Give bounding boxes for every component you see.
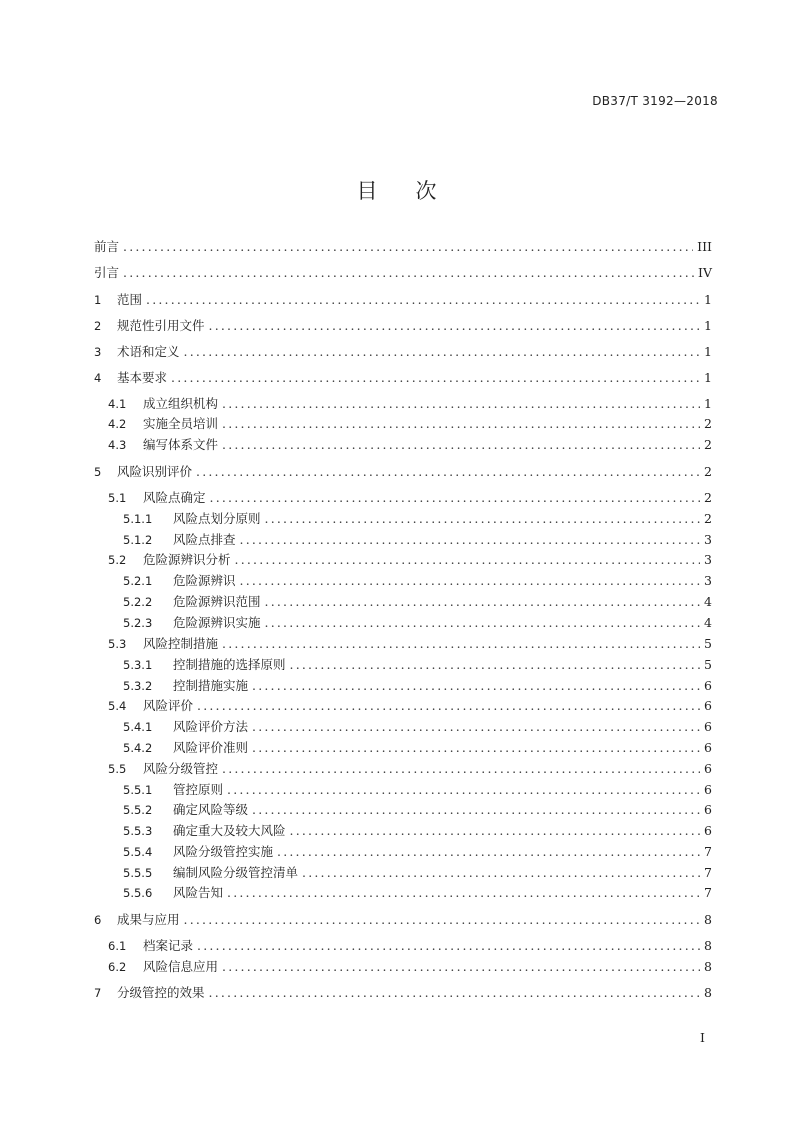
toc-leader-dots: [290, 656, 701, 674]
toc-entry-label: 实施全员培训: [143, 416, 219, 431]
toc-entry-number: 5.5.2: [123, 803, 153, 817]
toc-leader-dots: [240, 531, 701, 549]
toc-title: [0, 175, 793, 205]
toc-entry-number: 5.5: [108, 762, 127, 776]
toc-entry[interactable]: [94, 395, 712, 413]
toc-leader-dots: [227, 884, 700, 902]
toc-entry-page: 2: [704, 511, 712, 526]
toc-entry-label: 风险点排查: [173, 532, 236, 547]
toc-entry-number: 5.4: [108, 699, 127, 713]
toc-title-part1: 目: [356, 179, 378, 203]
toc-leader-dots: [222, 760, 700, 778]
toc-leader-dots: [196, 463, 700, 481]
toc-entry-number: 5.1.2: [123, 533, 153, 547]
toc-leader-dots: [227, 781, 700, 799]
toc-leader-dots: [222, 436, 700, 454]
toc-leader-dots: [265, 614, 701, 632]
toc-entry-number: 5.5.4: [123, 845, 153, 859]
toc-entry-number: 5.2.3: [123, 616, 153, 630]
toc-entry-label: 危险源辨识分析: [143, 552, 231, 567]
toc-leader-dots: [209, 317, 701, 335]
toc-entry[interactable]: [94, 531, 712, 549]
toc-entry[interactable]: [94, 463, 712, 481]
toc-entry-number: 5.2.1: [123, 574, 153, 588]
toc-entry-label: 档案记录: [143, 938, 194, 953]
toc-title-part2: 次: [415, 179, 437, 203]
toc-entry-page: 2: [704, 437, 712, 452]
toc-entry-page: III: [697, 239, 712, 254]
toc-entry-page: 8: [704, 959, 712, 974]
toc-leader-dots: [265, 510, 701, 528]
toc-entry-page: 3: [704, 552, 712, 567]
toc-entry[interactable]: [94, 369, 712, 387]
toc-entry-label: 风险告知: [173, 885, 224, 900]
toc-entry-page: 7: [704, 865, 712, 880]
toc-leader-dots: [171, 369, 700, 387]
toc-entry-label: 风险点确定: [143, 490, 206, 505]
toc-entry[interactable]: [94, 291, 712, 309]
toc-entry-label: 控制措施的选择原则: [173, 657, 286, 672]
toc-entry-label: 危险源辨识范围: [173, 594, 261, 609]
toc-entry-label: 范围: [117, 292, 143, 307]
toc-entry[interactable]: [94, 264, 712, 282]
toc-entry-label: 风险分级管控: [143, 761, 219, 776]
toc-entry-page: 6: [704, 782, 712, 797]
toc-leader-dots: [222, 635, 700, 653]
toc-entry[interactable]: [94, 884, 712, 902]
toc-entry-label: 规范性引用文件: [117, 318, 205, 333]
toc-entry-number: 6.2: [108, 960, 127, 974]
toc-entry[interactable]: [94, 718, 712, 736]
toc-entry-label: 确定重大及较大风险: [173, 823, 286, 838]
toc-entry-number: 5.2.2: [123, 595, 153, 609]
toc-leader-dots: [184, 343, 701, 361]
toc-leader-dots: [222, 415, 700, 433]
toc-entry-page: 1: [704, 344, 712, 359]
toc-entry-number: 4: [94, 371, 102, 385]
toc-entry-number: 5.1.1: [123, 512, 153, 526]
toc-entry[interactable]: [94, 551, 712, 569]
toc-entry[interactable]: [94, 635, 712, 653]
toc-leader-dots: [209, 984, 701, 1002]
toc-leader-dots: [210, 489, 701, 507]
toc-entry[interactable]: [94, 843, 712, 861]
toc-leader-dots: [240, 572, 701, 590]
toc-entry[interactable]: [94, 614, 712, 632]
toc-entry-label: 分级管控的效果: [117, 985, 205, 1000]
toc-entry-page: 6: [704, 761, 712, 776]
toc-entry-label: 危险源辨识: [173, 573, 236, 588]
toc-leader-dots: [197, 697, 700, 715]
toc-leader-dots: [252, 739, 700, 757]
toc-entry-number: 5.5.6: [123, 886, 153, 900]
toc-entry-page: 2: [704, 416, 712, 431]
toc-entry-label: 编制风险分级管控清单: [173, 865, 299, 880]
toc-leader-dots: [222, 395, 700, 413]
toc-entry[interactable]: [94, 937, 712, 955]
toc-entry[interactable]: [94, 677, 712, 695]
toc-leader-dots: [302, 864, 700, 882]
toc-entry-number: 5.5.3: [123, 824, 153, 838]
toc-entry-label: 管控原则: [173, 782, 224, 797]
toc-entry[interactable]: [94, 436, 712, 454]
toc-entry[interactable]: [94, 984, 712, 1002]
toc-entry-page: 5: [704, 657, 712, 672]
toc-entry[interactable]: [94, 415, 712, 433]
toc-leader-dots: [290, 822, 701, 840]
toc-entry-page: 1: [704, 370, 712, 385]
toc-entry-label: 确定风险等级: [173, 802, 249, 817]
toc-entry-label: 基本要求: [117, 370, 168, 385]
toc-entry-number: 7: [94, 986, 102, 1000]
toc-entry-number: 5.5.1: [123, 783, 153, 797]
toc-entry-label: 控制措施实施: [173, 678, 249, 693]
toc-leader-dots: [277, 843, 700, 861]
toc-entry-page: 2: [704, 464, 712, 479]
toc-entry-page: 4: [704, 594, 712, 609]
toc-entry-label: 引言: [94, 265, 120, 280]
toc-entry-page: 6: [704, 698, 712, 713]
toc-entry[interactable]: [94, 801, 712, 819]
toc-leader-dots: [123, 238, 693, 256]
toc-entry-page: 1: [704, 318, 712, 333]
toc-entry-label: 术语和定义: [117, 344, 180, 359]
toc-entry-page: IV: [698, 265, 712, 280]
toc-entry-page: 3: [704, 573, 712, 588]
toc-entry[interactable]: [94, 958, 712, 976]
toc-entry-label: 成果与应用: [117, 912, 180, 927]
toc-leader-dots: [184, 911, 701, 929]
toc-entry[interactable]: [94, 343, 712, 361]
toc-entry-page: 4: [704, 615, 712, 630]
toc-leader-dots: [265, 593, 701, 611]
toc-entry-number: 5.4.2: [123, 741, 153, 755]
toc-entry-number: 4.3: [108, 438, 127, 452]
toc-entry[interactable]: [94, 911, 712, 929]
toc-entry-page: 7: [704, 885, 712, 900]
toc-entry-number: 2: [94, 319, 102, 333]
toc-entry-number: 5: [94, 465, 102, 479]
toc-entry[interactable]: [94, 864, 712, 882]
toc-entry-number: 5.2: [108, 553, 127, 567]
toc-entry[interactable]: [94, 238, 712, 256]
toc-entry-label: 风险控制措施: [143, 636, 219, 651]
toc-entry-label: 风险信息应用: [143, 959, 219, 974]
toc-entry-label: 前言: [94, 239, 120, 254]
toc-leader-dots: [222, 958, 700, 976]
toc-entry-number: 1: [94, 293, 102, 307]
toc-entry-page: 6: [704, 823, 712, 838]
toc-entry[interactable]: [94, 822, 712, 840]
toc-entry-page: 8: [704, 912, 712, 927]
toc-leader-dots: [252, 801, 700, 819]
toc-entry-page: 2: [704, 490, 712, 505]
toc-entry-page: 6: [704, 678, 712, 693]
toc-entry[interactable]: [94, 656, 712, 674]
toc-entry-number: 3: [94, 345, 102, 359]
toc-entry-number: 6: [94, 913, 102, 927]
toc-leader-dots: [197, 937, 700, 955]
toc-entry[interactable]: [94, 572, 712, 590]
toc-entry-label: 风险评价准则: [173, 740, 249, 755]
standard-code: DB37/T 3192—2018: [592, 94, 718, 108]
toc-entry-label: 成立组织机构: [143, 396, 219, 411]
toc-entry[interactable]: [94, 510, 712, 528]
toc-entry-number: 5.3.1: [123, 658, 153, 672]
toc-entry-label: 风险分级管控实施: [173, 844, 274, 859]
toc-entry-number: 5.5.5: [123, 866, 153, 880]
toc-entry-page: 7: [704, 844, 712, 859]
footer-page-number: I: [700, 1030, 705, 1045]
toc-entry-label: 风险评价方法: [173, 719, 249, 734]
toc-entry-number: 5.3.2: [123, 679, 153, 693]
toc-entry-page: 8: [704, 985, 712, 1000]
toc-entry-number: 4.1: [108, 397, 127, 411]
toc-entry-label: 编写体系文件: [143, 437, 219, 452]
toc-entry-number: 5.1: [108, 491, 127, 505]
toc-entry-page: 8: [704, 938, 712, 953]
toc-entry-label: 风险点划分原则: [173, 511, 261, 526]
toc-entry-number: 5.3: [108, 637, 127, 651]
toc-entry-page: 6: [704, 719, 712, 734]
toc-entry[interactable]: [94, 781, 712, 799]
toc-entry-number: 6.1: [108, 939, 127, 953]
toc-entry[interactable]: [94, 489, 712, 507]
toc-entry-page: 6: [704, 802, 712, 817]
toc-entry[interactable]: [94, 739, 712, 757]
toc-entry-page: 3: [704, 532, 712, 547]
toc-entry-label: 风险评价: [143, 698, 194, 713]
toc-entry-page: 5: [704, 636, 712, 651]
toc-entry[interactable]: [94, 697, 712, 715]
toc-entry-number: 4.2: [108, 417, 127, 431]
toc-entry-page: 6: [704, 740, 712, 755]
toc-entry[interactable]: [94, 760, 712, 778]
toc-leader-dots: [252, 718, 700, 736]
toc-entry[interactable]: [94, 317, 712, 335]
toc-entry-page: 1: [704, 396, 712, 411]
toc-entry-label: 风险识别评价: [117, 464, 193, 479]
toc-leader-dots: [123, 264, 694, 282]
toc-leader-dots: [235, 551, 701, 569]
toc-entry-number: 5.4.1: [123, 720, 153, 734]
toc-leader-dots: [146, 291, 700, 309]
toc-leader-dots: [252, 677, 700, 695]
toc-entry-label: 危险源辨识实施: [173, 615, 261, 630]
toc-entry-page: 1: [704, 292, 712, 307]
toc-entry[interactable]: [94, 593, 712, 611]
